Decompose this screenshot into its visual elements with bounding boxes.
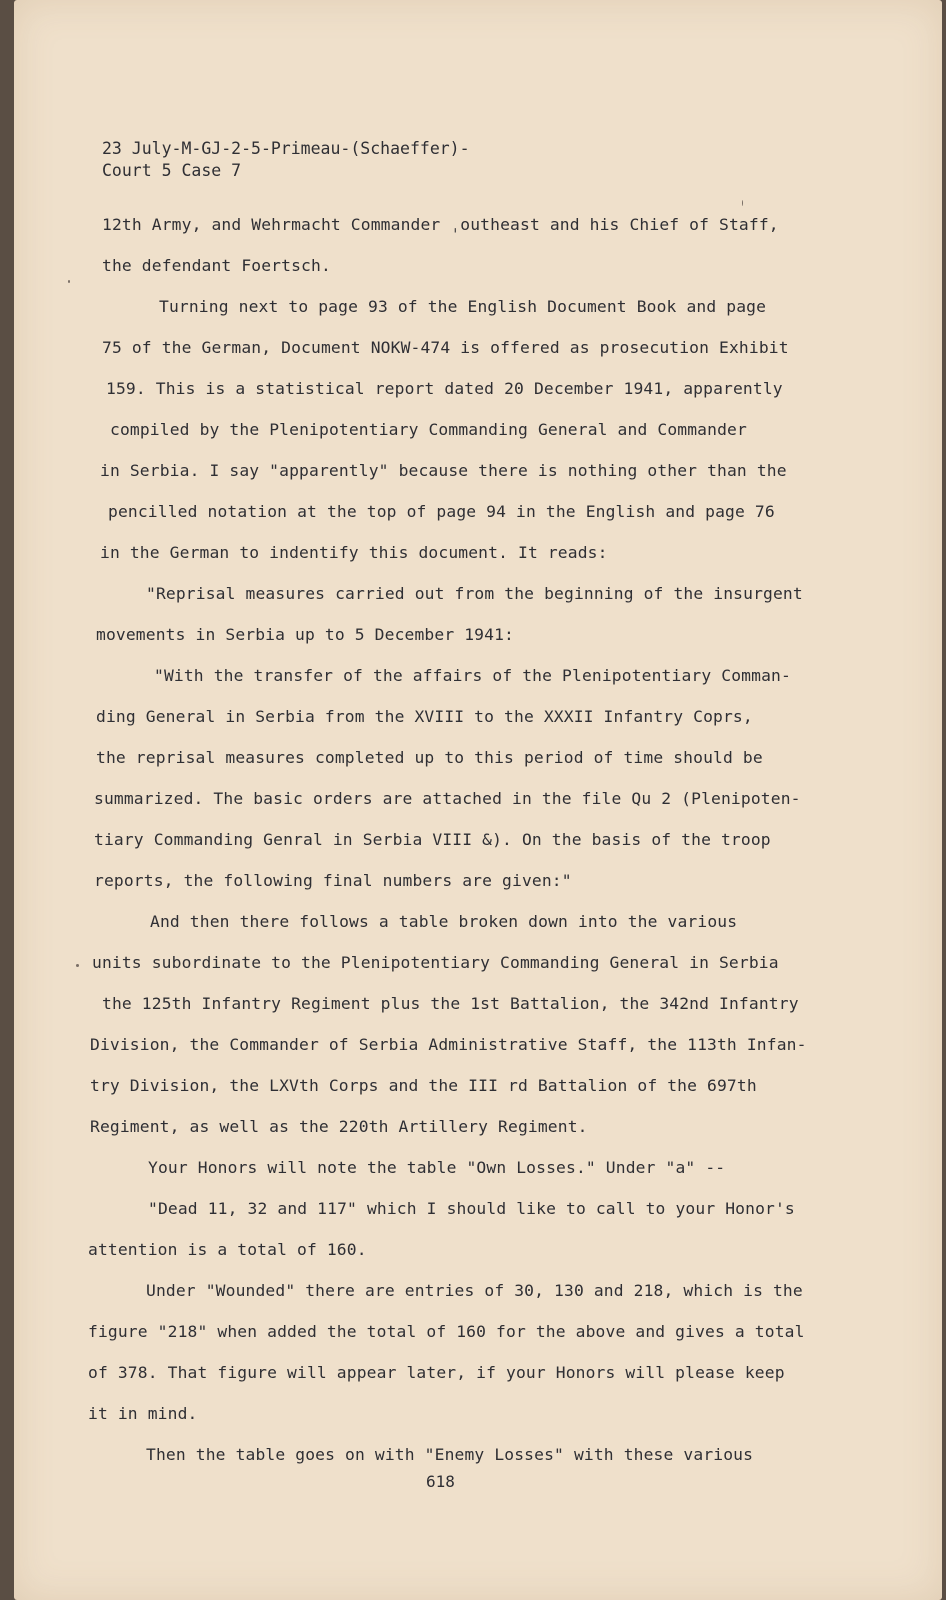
text-line: compiled by the Plenipotentiary Commanding General and Commander (110, 420, 747, 439)
page-number: 618 (426, 1472, 455, 1491)
text-line: Regiment, as well as the 220th Artillery Regiment. (90, 1117, 588, 1136)
text-line: And then there follows a table broken down into the various (150, 912, 738, 931)
text-line: in Serbia. I say "apparently" because there is nothing other than the (100, 461, 787, 480)
text-line: Then the table goes on with "Enemy Losses" with these various (146, 1445, 754, 1464)
text-line: the defendant Foertsch. (102, 256, 331, 275)
text-line: figure "218" when added the total of 160 for the above and gives a total (88, 1322, 805, 1341)
text-line: "Reprisal measures carried out from the beginning of the insurgent (146, 584, 803, 603)
header-line-2: Court 5 Case 7 (102, 161, 242, 180)
ink-speck (742, 200, 743, 206)
text-line: it in mind. (88, 1404, 198, 1423)
text-line: 159. This is a statistical report dated 20 December 1941, apparently (106, 379, 783, 398)
text-line: Under "Wounded" there are entries of 30, 130 and 218, which is the (146, 1281, 803, 1300)
text-line: the 125th Infantry Regiment plus the 1st Battalion, the 342nd Infantry (102, 994, 799, 1013)
text-line: 12th Army, and Wehrmacht Commander ˌoutheast and his Chief of Staff, (102, 215, 779, 234)
text-line: Turning next to page 93 of the English Document Book and page (159, 297, 767, 316)
header-line-1: 23 July-M-GJ-2-5-Primeau-(Schaeffer)- (102, 139, 470, 158)
body-text (14, 0, 942, 1600)
text-line: pencilled notation at the top of page 94 in the English and page 76 (108, 502, 775, 521)
text-line: summarized. The basic orders are attached in the file Qu 2 (Plenipoten- (94, 789, 801, 808)
text-line: the reprisal measures completed up to this period of time should be (96, 748, 763, 767)
text-line: "With the transfer of the affairs of the Plenipotentiary Comman- (154, 666, 791, 685)
ink-speck (76, 964, 79, 967)
text-line: movements in Serbia up to 5 December 1941: (96, 625, 514, 644)
text-line: 75 of the German, Document NOKW-474 is offered as prosecution Exhibit (102, 338, 789, 357)
text-line: in the German to indentify this document. It reads: (100, 543, 608, 562)
text-line: ding General in Serbia from the XVIII to the XXXII Infantry Coprs, (96, 707, 753, 726)
text-line: Division, the Commander of Serbia Administrative Staff, the 113th Infan- (90, 1035, 807, 1054)
text-line: reports, the following final numbers are given:" (94, 871, 572, 890)
ink-speck (68, 280, 70, 283)
text-line: units subordinate to the Plenipotentiary Commanding General in Serbia (92, 953, 779, 972)
text-line: "Dead 11, 32 and 117" which I should like to call to your Honor's (148, 1199, 795, 1218)
text-line: try Division, the LXVth Corps and the III rd Battalion of the 697th (90, 1076, 757, 1095)
text-line: attention is a total of 160. (88, 1240, 367, 1259)
text-line: Your Honors will note the table "Own Losses." Under "a" -- (148, 1158, 726, 1177)
text-line: tiary Commanding Genral in Serbia VIII &). On the basis of the troop (94, 830, 771, 849)
text-line: of 378. That figure will appear later, if your Honors will please keep (88, 1363, 785, 1382)
document-page (14, 0, 942, 1600)
